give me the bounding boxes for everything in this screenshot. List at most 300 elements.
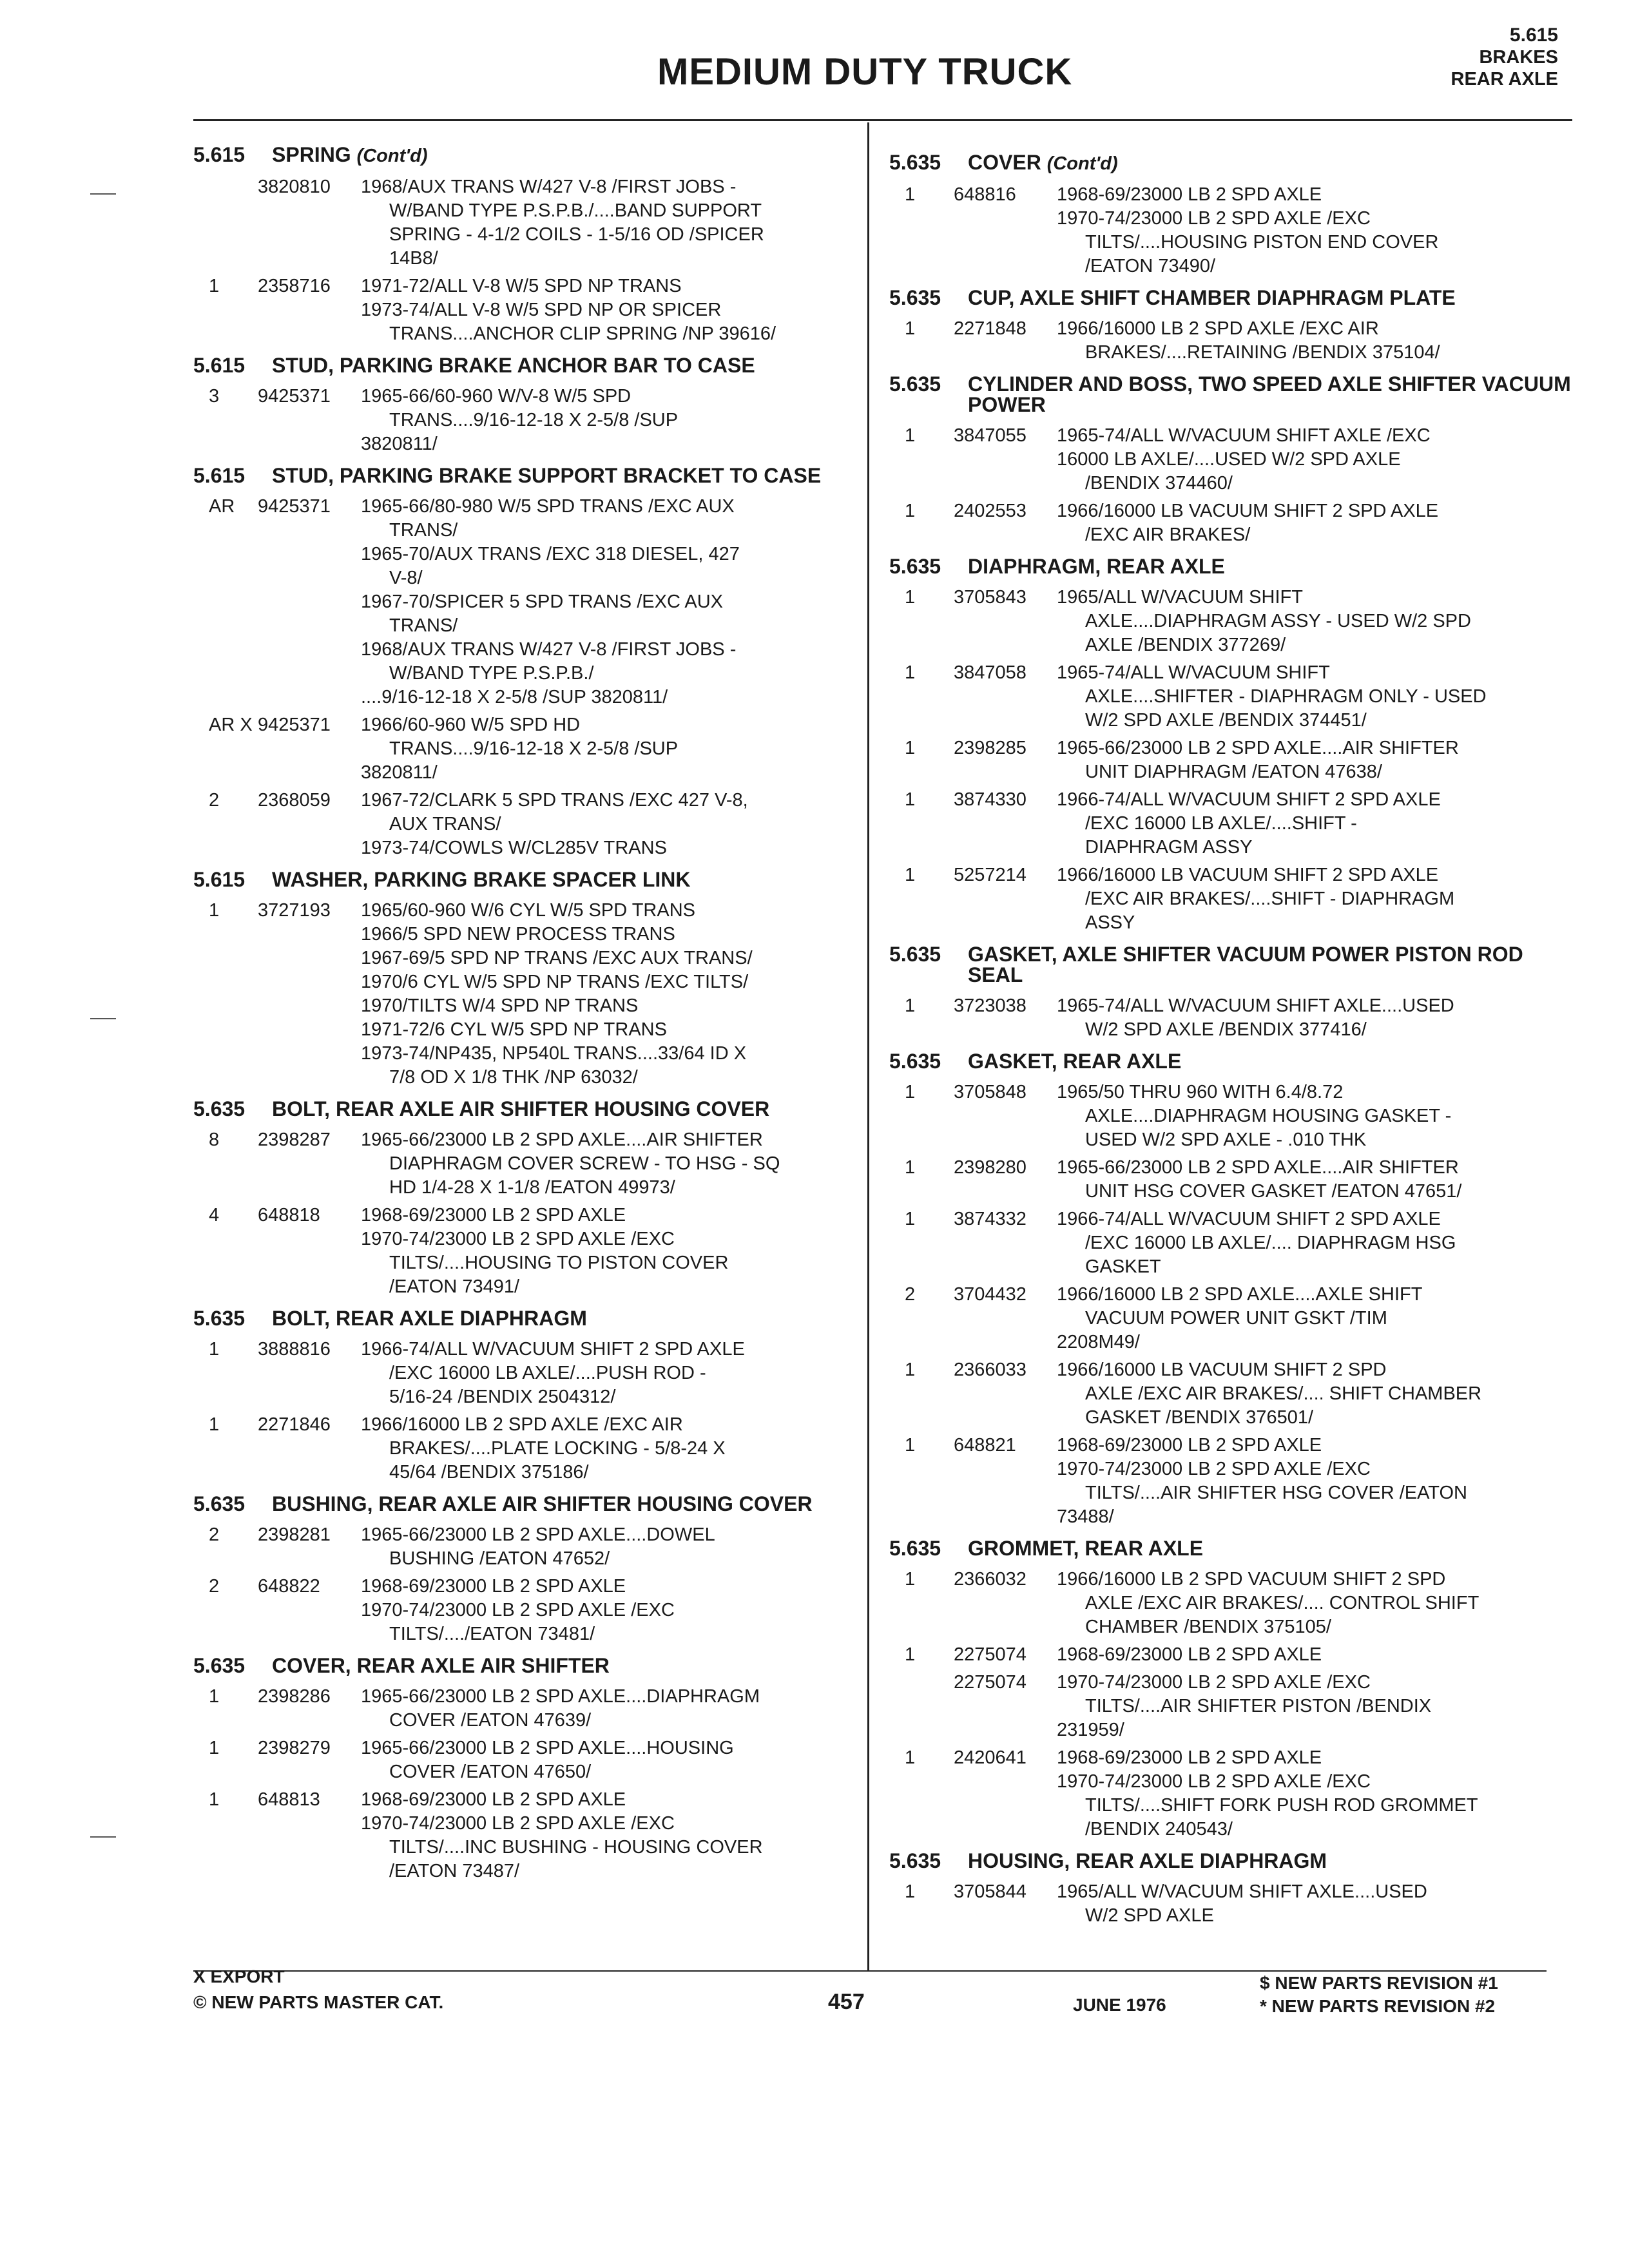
section-heading (193, 1308, 857, 1329)
description-line: 1968-69/23000 LB 2 SPD AXLE (1057, 1435, 1322, 1456)
description-line: 1965-74/ALL W/VACUUM SHIFT AXLE /EXC (1057, 425, 1431, 446)
section-title: BOLT, REAR AXLE DIAPHRAGM (272, 1307, 587, 1330)
part-number: 2398285 (954, 738, 1027, 758)
section-title: DIAPHRAGM, REAR AXLE (968, 555, 1225, 578)
part-description (361, 713, 857, 785)
part-quantity: 1 (905, 318, 916, 339)
description-line: /EXC 16000 LB AXLE/....PUSH ROD - (389, 1363, 706, 1383)
description-line: TRANS/ (389, 520, 458, 541)
description-line: TRANS....9/16-12-18 X 2-5/8 /SUP (389, 738, 679, 759)
part-description (1057, 1643, 1572, 1667)
part-entry (889, 788, 1572, 860)
part-quantity: 1 (209, 1738, 220, 1758)
part-description (1057, 424, 1572, 495)
description-line: BRAKES/....PLATE LOCKING - 5/8-24 X (389, 1438, 726, 1459)
section-heading (889, 556, 1572, 577)
part-quantity: 1 (905, 662, 916, 683)
part-entry (193, 274, 857, 346)
column-divider (867, 122, 869, 1972)
section-title-wrap (272, 869, 857, 890)
description-line: 1968-69/23000 LB 2 SPD AXLE (1057, 1644, 1322, 1665)
description-line: 1970-74/23000 LB 2 SPD AXLE /EXC (1057, 1771, 1371, 1792)
description-line: 1970-74/23000 LB 2 SPD AXLE /EXC (1057, 1459, 1371, 1479)
part-entry (193, 1575, 857, 1646)
description-line: 1965-66/23000 LB 2 SPD AXLE....DOWEL (361, 1524, 715, 1545)
part-entry (889, 317, 1572, 365)
section-title: BOLT, REAR AXLE AIR SHIFTER HOUSING COVER (272, 1097, 770, 1120)
part-quantity (889, 1671, 954, 1742)
section-heading (193, 355, 857, 376)
section-title: SPRING (272, 143, 351, 166)
description-line: 1966/60-960 W/5 SPD HD (361, 715, 581, 735)
description-line: AXLE /EXC AIR BRAKES/.... SHIFT CHAMBER (1085, 1383, 1482, 1404)
section-title-wrap (968, 556, 1572, 577)
part-quantity: 1 (209, 1686, 220, 1707)
part-number: 3723038 (954, 995, 1027, 1016)
section-code: 5.635 (193, 1307, 246, 1330)
part-quantity: 1 (905, 1157, 916, 1178)
part-description (361, 1128, 857, 1200)
section-continued: (Cont'd) (356, 146, 428, 166)
section-title: GASKET, REAR AXLE (968, 1050, 1182, 1073)
description-line: 1973-74/COWLS W/CL285V TRANS (361, 838, 667, 858)
section-code: 5.635 (889, 151, 941, 174)
description-line: 1968-69/23000 LB 2 SPD AXLE (361, 1789, 626, 1810)
description-line: TRANS/ (389, 615, 458, 636)
header-section-block (1451, 24, 1559, 90)
description-line: AXLE....DIAPHRAGM ASSY - USED W/2 SPD (1085, 611, 1471, 631)
section-code: 5.635 (889, 943, 941, 966)
part-entry (889, 736, 1572, 784)
description-line: 1965/50 THRU 960 WITH 6.4/8.72 (1057, 1082, 1344, 1102)
part-number: 2398280 (954, 1157, 1027, 1178)
section-title: COVER (968, 151, 1041, 174)
section-code: 5.635 (193, 1654, 246, 1677)
part-number: 3888816 (258, 1339, 331, 1360)
description-line: 7/8 OD X 1/8 THK /NP 63032/ (389, 1067, 638, 1088)
section-title: HOUSING, REAR AXLE DIAPHRAGM (968, 1849, 1327, 1872)
part-quantity: 1 (905, 1209, 916, 1229)
part-entry (193, 789, 857, 860)
part-description (361, 1788, 857, 1883)
section-continued: (Cont'd) (1046, 153, 1118, 174)
part-number: 5257214 (954, 865, 1027, 885)
part-number: 3705848 (954, 1082, 1027, 1102)
section-title-wrap (272, 144, 857, 166)
part-description (1057, 736, 1572, 784)
description-line: 3820811/ (361, 434, 438, 454)
part-number: 9425371 (258, 386, 331, 407)
part-description (1057, 1880, 1572, 1928)
section-code: 5.635 (193, 1097, 246, 1120)
part-quantity: 1 (905, 1644, 916, 1665)
description-line: ASSY (1085, 912, 1135, 933)
description-line: COVER /EATON 47639/ (389, 1710, 592, 1731)
part-number: 2398287 (258, 1129, 331, 1150)
part-description (1057, 183, 1572, 278)
part-entry (889, 1568, 1572, 1639)
description-line: 1965/ALL W/VACUUM SHIFT AXLE....USED (1057, 1881, 1427, 1902)
section-title: STUD, PARKING BRAKE ANCHOR BAR TO CASE (272, 354, 755, 377)
section-code: 5.635 (889, 1050, 941, 1073)
section-heading (193, 465, 857, 486)
part-description (361, 899, 857, 1090)
section-code: 5.615 (193, 464, 246, 487)
section-heading (193, 869, 857, 890)
part-entry (889, 1156, 1572, 1204)
description-line: 1968-69/23000 LB 2 SPD AXLE (1057, 1747, 1322, 1768)
description-line: W/BAND TYPE P.S.P.B./....BAND SUPPORT (389, 200, 762, 221)
description-line: /EXC AIR BRAKES/ (1085, 524, 1251, 545)
part-quantity: 1 (905, 501, 916, 521)
section-title: STUD, PARKING BRAKE SUPPORT BRACKET TO CASE (272, 464, 822, 487)
part-quantity: 1 (905, 1360, 916, 1380)
part-number: 2275074 (954, 1644, 1027, 1665)
section-heading (193, 144, 857, 166)
page-number: 457 (828, 1990, 865, 2014)
section-title-wrap (968, 1850, 1572, 1871)
part-number: 3847055 (954, 425, 1027, 446)
description-line: TRANS....ANCHOR CLIP SPRING /NP 39616/ (389, 323, 776, 344)
part-quantity: 2 (905, 1284, 916, 1305)
description-line: USED W/2 SPD AXLE - .010 THK (1085, 1129, 1367, 1150)
footer-export-note: X EXPORT (193, 1966, 285, 1986)
description-line: 1965/ALL W/VACUUM SHIFT (1057, 587, 1303, 608)
description-line: UNIT HSG COVER GASKET /EATON 47651/ (1085, 1181, 1462, 1202)
footer-revision-1: $ NEW PARTS REVISION #1 (1260, 1973, 1498, 1993)
section-title-wrap (968, 1051, 1572, 1072)
section-title: CYLINDER AND BOSS, TWO SPEED AXLE SHIFTER VACUUM POWER (968, 372, 1571, 416)
part-number: 2398286 (258, 1686, 331, 1707)
part-quantity: 2 (209, 1576, 220, 1597)
description-line: /EATON 73491/ (389, 1276, 520, 1297)
section-title: COVER, REAR AXLE AIR SHIFTER (272, 1654, 610, 1677)
part-quantity: 1 (905, 1747, 916, 1768)
part-entry (193, 1128, 857, 1200)
part-number: 2275074 (954, 1672, 1027, 1693)
part-quantity: 1 (905, 738, 916, 758)
description-line: TILTS/....AIR SHIFTER PISTON /BENDIX (1085, 1696, 1432, 1716)
description-line: 1971-72/ALL V-8 W/5 SPD NP TRANS (361, 276, 682, 296)
description-line: 1966/16000 LB VACUUM SHIFT 2 SPD AXLE (1057, 501, 1439, 521)
margin-tick (90, 1018, 116, 1019)
description-line: 1966-74/ALL W/VACUUM SHIFT 2 SPD AXLE (1057, 1209, 1441, 1229)
description-line: /BENDIX 374460/ (1085, 473, 1233, 494)
part-description (1057, 1081, 1572, 1152)
section-title: GASKET, AXLE SHIFTER VACUUM POWER PISTON ROD SEAL (968, 943, 1523, 986)
part-description (1057, 1283, 1572, 1354)
description-line: 1965-66/23000 LB 2 SPD AXLE....AIR SHIFTER (1057, 1157, 1459, 1178)
description-line: 1965-74/ALL W/VACUUM SHIFT (1057, 662, 1330, 683)
part-number: 2402553 (954, 501, 1027, 521)
section-code: 5.635 (889, 1537, 941, 1560)
part-quantity: 4 (209, 1205, 220, 1225)
description-line: /EATON 73487/ (389, 1861, 520, 1881)
part-description (1057, 1568, 1572, 1639)
part-description (1057, 1746, 1572, 1841)
section-heading (193, 1494, 857, 1514)
description-line: HD 1/4-28 X 1-1/8 /EATON 49973/ (389, 1177, 675, 1198)
description-line: 1966-74/ALL W/VACUUM SHIFT 2 SPD AXLE (361, 1339, 745, 1360)
part-description (361, 789, 857, 860)
description-line: 1970-74/23000 LB 2 SPD AXLE /EXC (361, 1229, 675, 1249)
part-entry (889, 863, 1572, 935)
part-entry (193, 1204, 857, 1299)
description-line: ....9/16-12-18 X 2-5/8 /SUP 3820811/ (361, 687, 668, 707)
part-quantity: 1 (209, 900, 220, 921)
part-entry (889, 424, 1572, 495)
part-description (361, 1523, 857, 1571)
description-line: 1965/60-960 W/6 CYL W/5 SPD TRANS (361, 900, 695, 921)
description-line: AXLE /EXC AIR BRAKES/.... CONTROL SHIFT (1085, 1593, 1480, 1613)
description-line: COVER /EATON 47650/ (389, 1762, 592, 1782)
section-heading (193, 1655, 857, 1676)
description-line: 1966/16000 LB 2 SPD AXLE /EXC AIR (1057, 318, 1379, 339)
part-description (361, 1413, 857, 1485)
description-line: 1967-72/CLARK 5 SPD TRANS /EXC 427 V-8, (361, 790, 748, 811)
description-line: TRANS....9/16-12-18 X 2-5/8 /SUP (389, 410, 679, 430)
part-entry (889, 1081, 1572, 1152)
part-entry (889, 1207, 1572, 1279)
part-number: 2271846 (258, 1414, 331, 1435)
description-line: 1965-70/AUX TRANS /EXC 318 DIESEL, 427 (361, 544, 740, 564)
description-line: 1965-66/80-980 W/5 SPD TRANS /EXC AUX (361, 496, 735, 517)
part-quantity: AR (209, 496, 235, 517)
description-line: 1966-74/ALL W/VACUUM SHIFT 2 SPD AXLE (1057, 789, 1441, 810)
part-description (1057, 586, 1572, 657)
description-line: 231959/ (1057, 1720, 1124, 1740)
part-number: 3847058 (954, 662, 1027, 683)
description-line: 1973-74/ALL V-8 W/5 SPD NP OR SPICER (361, 300, 722, 320)
description-line: 1965-66/23000 LB 2 SPD AXLE....AIR SHIFTER (361, 1129, 763, 1150)
description-line: 1966/16000 LB 2 SPD AXLE /EXC AIR (361, 1414, 683, 1435)
part-number: 648821 (954, 1435, 1016, 1456)
section-code: 5.615 (193, 354, 246, 377)
description-line: 1968-69/23000 LB 2 SPD AXLE (361, 1576, 626, 1597)
part-quantity: AR X (209, 715, 253, 735)
part-entry (193, 713, 857, 785)
description-line: DIAPHRAGM ASSY (1085, 837, 1253, 858)
part-entry (889, 1358, 1572, 1430)
part-description (1057, 1156, 1572, 1204)
description-line: 3820811/ (361, 762, 438, 783)
description-line: 1970/6 CYL W/5 SPD NP TRANS /EXC TILTS/ (361, 972, 749, 992)
description-line: 1967-70/SPICER 5 SPD TRANS /EXC AUX (361, 591, 723, 612)
part-number: 2271848 (954, 318, 1027, 339)
description-line: 2208M49/ (1057, 1332, 1140, 1352)
part-quantity: 1 (905, 1082, 916, 1102)
part-description (361, 1736, 857, 1784)
part-number: 2420641 (954, 1747, 1027, 1768)
part-description (361, 175, 857, 271)
part-entry (889, 1434, 1572, 1529)
description-line: 1966/5 SPD NEW PROCESS TRANS (361, 924, 675, 945)
section-title-wrap (272, 1308, 857, 1329)
part-number: 2366032 (954, 1569, 1027, 1590)
part-number: 3705843 (954, 587, 1027, 608)
part-description (1057, 499, 1572, 547)
description-line: /EATON 73490/ (1085, 256, 1216, 276)
section-title: GROMMET, REAR AXLE (968, 1537, 1204, 1560)
description-line: 1968/AUX TRANS W/427 V-8 /FIRST JOBS - (361, 639, 737, 660)
description-line: BRAKES/....RETAINING /BENDIX 375104/ (1085, 342, 1440, 363)
part-quantity: 1 (905, 789, 916, 810)
description-line: W/2 SPD AXLE /BENDIX 374451/ (1085, 710, 1367, 731)
part-description (361, 1575, 857, 1646)
description-line: BUSHING /EATON 47652/ (389, 1548, 610, 1569)
part-description (1057, 1207, 1572, 1279)
description-line: CHAMBER /BENDIX 375105/ (1085, 1617, 1331, 1637)
part-entry (193, 175, 857, 271)
part-entry (889, 1283, 1572, 1354)
part-number: 648818 (258, 1205, 320, 1225)
part-number: 648822 (258, 1576, 320, 1597)
section-title-wrap (968, 1538, 1572, 1559)
header-section-number: 5.615 (1509, 24, 1558, 46)
footer-copyright: © NEW PARTS MASTER CAT. (193, 1992, 444, 2012)
description-line: GASKET (1085, 1256, 1161, 1277)
description-line: W/BAND TYPE P.S.P.B./ (389, 663, 594, 684)
description-line: 1965-74/ALL W/VACUUM SHIFT AXLE....USED (1057, 995, 1454, 1016)
section-heading (889, 1051, 1572, 1072)
part-entry (889, 994, 1572, 1042)
section-heading (193, 1099, 857, 1119)
part-entry (193, 1523, 857, 1571)
section-heading (889, 287, 1572, 308)
description-line: 1971-72/6 CYL W/5 SPD NP TRANS (361, 1019, 667, 1040)
part-number: 9425371 (258, 715, 331, 735)
description-line: TILTS/..../EATON 73481/ (389, 1624, 595, 1644)
section-heading (889, 1850, 1572, 1871)
description-line: /EXC 16000 LB AXLE/....SHIFT - (1085, 813, 1357, 834)
part-number: 2398279 (258, 1738, 331, 1758)
part-entry (193, 1736, 857, 1784)
section-title: CUP, AXLE SHIFT CHAMBER DIAPHRAGM PLATE (968, 286, 1456, 309)
section-code: 5.635 (889, 555, 941, 578)
description-line: 1966/16000 LB VACUUM SHIFT 2 SPD (1057, 1360, 1387, 1380)
description-line: GASKET /BENDIX 376501/ (1085, 1407, 1314, 1428)
description-line: TILTS/....INC BUSHING - HOUSING COVER (389, 1837, 763, 1858)
part-entry (889, 1671, 1572, 1742)
description-line: 1970-74/23000 LB 2 SPD AXLE /EXC (361, 1600, 675, 1620)
part-quantity: 1 (905, 1881, 916, 1902)
part-quantity: 8 (209, 1129, 220, 1150)
part-entry (889, 661, 1572, 733)
section-code: 5.615 (193, 143, 246, 166)
description-line: W/2 SPD AXLE (1085, 1905, 1214, 1926)
part-entry (193, 385, 857, 456)
part-quantity: 1 (905, 1435, 916, 1456)
part-number: 2368059 (258, 790, 331, 811)
section-title-wrap (968, 152, 1572, 174)
section-code: 5.635 (889, 1849, 941, 1872)
description-line: 16000 LB AXLE/....USED W/2 SPD AXLE (1057, 449, 1401, 470)
part-quantity: 3 (209, 386, 220, 407)
description-line: 1968/AUX TRANS W/427 V-8 /FIRST JOBS - (361, 177, 737, 197)
part-description (1057, 1358, 1572, 1430)
description-line: AXLE....SHIFTER - DIAPHRAGM ONLY - USED (1085, 686, 1487, 707)
footer-date: JUNE 1976 (1073, 1995, 1166, 2015)
part-number: 648816 (954, 184, 1016, 205)
header-category: BRAKES (1479, 47, 1558, 68)
description-line: 1973-74/NP435, NP540L TRANS....33/64 ID X (361, 1043, 747, 1064)
right-column (889, 143, 1572, 1932)
section-code: 5.615 (193, 868, 246, 891)
margin-tick (90, 193, 116, 195)
description-line: 14B8/ (389, 248, 438, 269)
part-number: 9425371 (258, 496, 331, 517)
description-line: 1965-66/23000 LB 2 SPD AXLE....DIAPHRAGM (361, 1686, 760, 1707)
description-line: 73488/ (1057, 1506, 1114, 1527)
section-heading (889, 944, 1572, 985)
part-quantity: 1 (905, 587, 916, 608)
description-line: TILTS/....AIR SHIFTER HSG COVER /EATON (1085, 1483, 1467, 1503)
part-entry (889, 1880, 1572, 1928)
section-title-wrap (272, 1099, 857, 1119)
part-entry (193, 899, 857, 1090)
part-description (361, 495, 857, 709)
description-line: AXLE /BENDIX 377269/ (1085, 635, 1286, 655)
section-title-wrap (272, 465, 857, 486)
part-number: 3874330 (954, 789, 1027, 810)
part-quantity: 2 (209, 790, 220, 811)
part-number: 2358716 (258, 276, 331, 296)
part-quantity: 1 (905, 425, 916, 446)
description-line: /EXC 16000 LB AXLE/.... DIAPHRAGM HSG (1085, 1233, 1456, 1253)
part-quantity: 1 (905, 184, 916, 205)
part-number: 3874332 (954, 1209, 1027, 1229)
part-description (361, 1338, 857, 1409)
description-line: 1968-69/23000 LB 2 SPD AXLE (361, 1205, 626, 1225)
description-line: 1970/TILTS W/4 SPD NP TRANS (361, 995, 639, 1016)
description-line: DIAPHRAGM COVER SCREW - TO HSG - SQ (389, 1153, 780, 1174)
part-entry (193, 1788, 857, 1883)
part-entry (889, 183, 1572, 278)
part-quantity: 2 (209, 1524, 220, 1545)
description-line: 1965-66/23000 LB 2 SPD AXLE....AIR SHIFTER (1057, 738, 1459, 758)
part-quantity: 1 (209, 1789, 220, 1810)
part-description (1057, 788, 1572, 860)
section-title: BUSHING, REAR AXLE AIR SHIFTER HOUSING COVER (272, 1492, 813, 1515)
part-number: 648813 (258, 1789, 320, 1810)
description-line: 1967-69/5 SPD NP TRANS /EXC AUX TRANS/ (361, 948, 753, 968)
part-number: 3705844 (954, 1881, 1027, 1902)
section-title-wrap (968, 944, 1572, 985)
section-heading (889, 374, 1572, 415)
part-description (1057, 1671, 1572, 1742)
part-description (1057, 1434, 1572, 1529)
header-subcategory: REAR AXLE (1451, 69, 1558, 90)
part-entry (193, 495, 857, 709)
part-description (1057, 863, 1572, 935)
description-line: W/2 SPD AXLE /BENDIX 377416/ (1085, 1019, 1367, 1040)
part-entry (889, 586, 1572, 657)
section-title-wrap (968, 374, 1572, 415)
part-number: 2366033 (954, 1360, 1027, 1380)
section-code: 5.635 (889, 286, 941, 309)
description-line: 1970-74/23000 LB 2 SPD AXLE /EXC (1057, 208, 1371, 229)
part-entry (193, 1685, 857, 1733)
part-entry (889, 1746, 1572, 1841)
part-quantity: 1 (209, 1339, 220, 1360)
description-line: 1968-69/23000 LB 2 SPD AXLE (1057, 184, 1322, 205)
description-line: AUX TRANS/ (389, 814, 501, 834)
section-code: 5.635 (193, 1492, 246, 1515)
description-line: 1965-66/60-960 W/V-8 W/5 SPD (361, 386, 631, 407)
section-title-wrap (272, 1655, 857, 1676)
description-line: 1966/16000 LB 2 SPD AXLE....AXLE SHIFT (1057, 1284, 1423, 1305)
description-line: 1966/16000 LB 2 SPD VACUUM SHIFT 2 SPD (1057, 1569, 1446, 1590)
